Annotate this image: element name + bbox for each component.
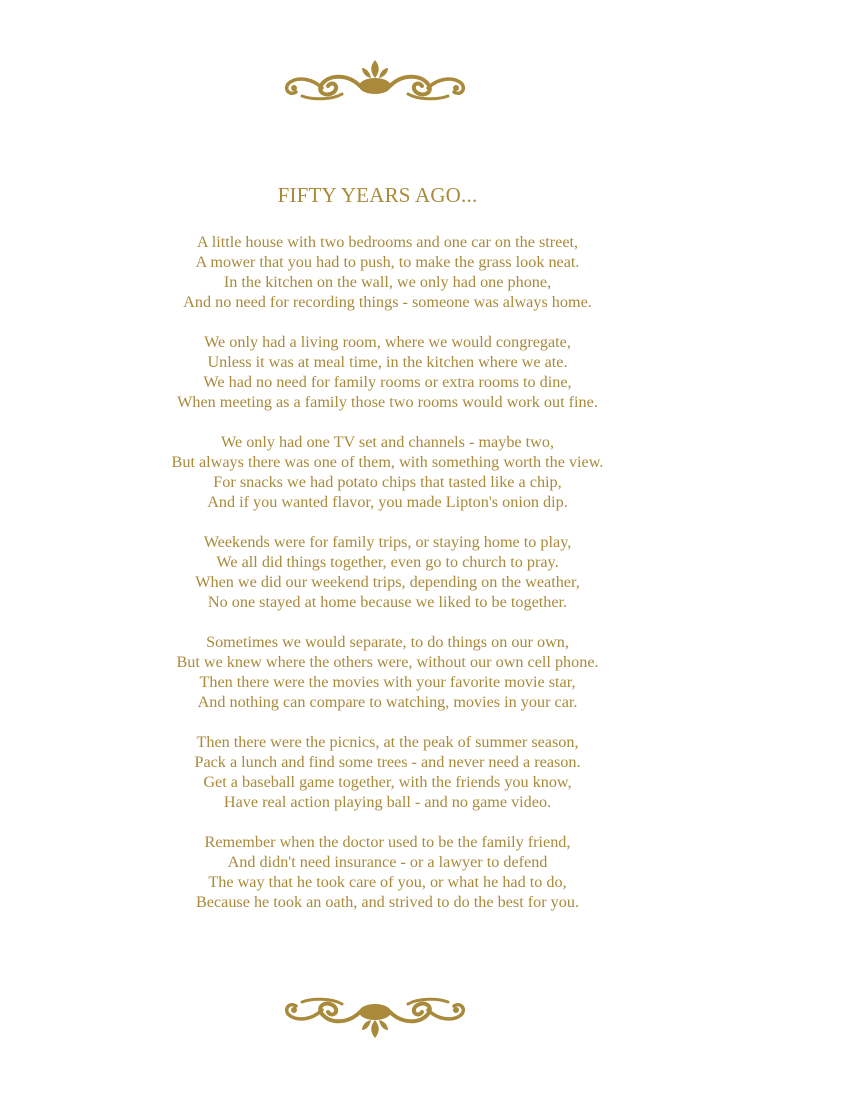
poem-line: Then there were the picnics, at the peak of summer season, [196,733,579,751]
poem-line: And nothing can compare to watching, movies in your car. [197,693,578,711]
poem-stanza [0,232,775,312]
poem-line: We only had one TV set and channels - maybe two, [220,433,554,451]
poem-body [0,232,775,932]
poem-stanza [0,632,775,712]
poem-stanza [0,332,775,412]
poem-line: Have real action playing ball - and no game video. [223,793,552,811]
poem-line: For snacks we had potato chips that tasted like a chip, [213,473,562,491]
poem-line: And if you wanted flavor, you made Lipton's onion dip. [207,493,568,511]
top-ornament [282,58,468,102]
poem-stanza [0,732,775,812]
bottom-ornament [282,996,468,1040]
poem-line: When meeting as a family those two rooms would work out fine. [177,393,598,411]
poem-line: The way that he took care of you, or what he had to do, [208,873,567,891]
poem-line: And didn't need insurance - or a lawyer to defend [227,853,548,871]
poem-line: We had no need for family rooms or extra rooms to dine, [203,373,572,391]
poem-line: No one stayed at home because we liked to be together. [207,593,568,611]
poem-line: Because he took an oath, and strived to do the best for you. [195,893,579,911]
poem-line: When we did our weekend trips, depending on the weather, [195,573,580,591]
poem-line: Unless it was at meal time, in the kitchen where we ate. [207,353,568,371]
poem-stanza [0,432,775,512]
poem-line: Sometimes we would separate, to do things on our own, [206,633,569,651]
scroll-flourish-icon [282,996,468,1040]
poem-line: Remember when the doctor used to be the family friend, [204,833,571,851]
poem-line: Weekends were for family trips, or staying home to play, [203,533,572,551]
poem-line: A mower that you had to push, to make the grass look neat. [195,253,580,271]
poem-line: But we knew where the others were, without our own cell phone. [176,653,599,671]
poem-line: In the kitchen on the wall, we only had one phone, [223,273,552,291]
poem-line: Then there were the movies with your favorite movie star, [199,673,576,691]
poem-line: We only had a living room, where we would congregate, [204,333,571,351]
poem-stanza [0,532,775,612]
poem-title: FIFTY YEARS AGO... [277,183,478,207]
poem-line: A little house with two bedrooms and one car on the street, [196,233,579,251]
poem-line: We all did things together, even go to church to pray. [216,553,559,571]
poem-line: Pack a lunch and find some trees - and never need a reason. [194,753,581,771]
scroll-flourish-icon [282,58,468,102]
poem-line: Get a baseball game together, with the friends you know, [203,773,572,791]
poem-line: But always there was one of them, with something worth the view. [171,453,604,471]
poem-line: And no need for recording things - someone was always home. [183,293,592,311]
poem-stanza [0,832,775,912]
